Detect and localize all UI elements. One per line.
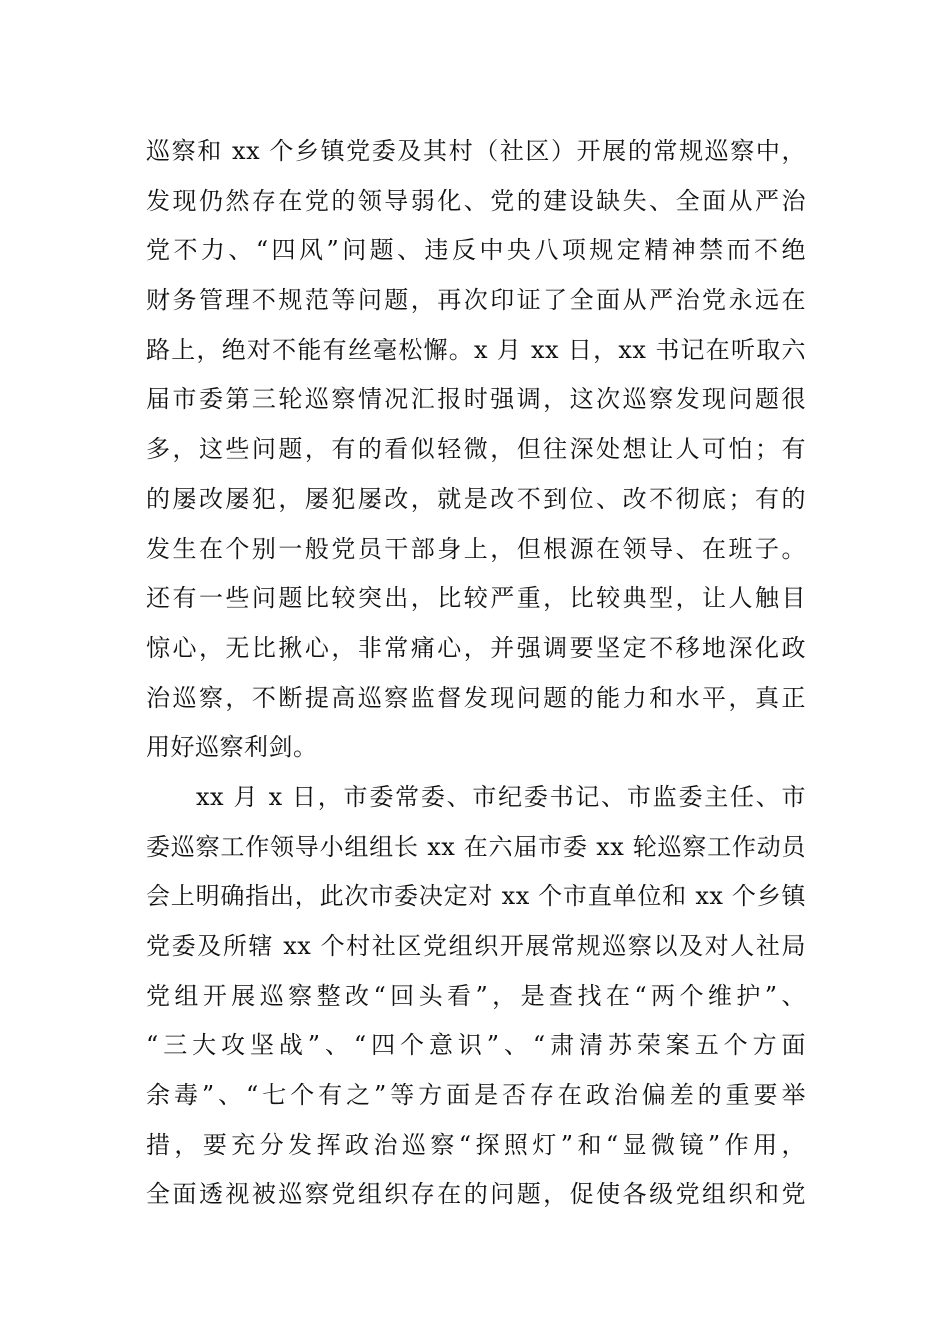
text-line: 余毒”、“七个有之”等方面是否存在政治偏差的重要举 <box>146 1081 806 1110</box>
document-body <box>146 131 806 1224</box>
text-line: 届市委第三轮巡察情况汇报时强调，这次巡察发现问题很 <box>146 385 806 414</box>
text-line: 路上，绝对不能有丝毫松懈。x 月 xx 日，xx 书记在听取六 <box>146 335 806 364</box>
text-line: 巡察和 xx 个乡镇党委及其村（社区）开展的常规巡察中， <box>146 137 806 165</box>
text-line: 惊心，无比揪心，非常痛心，并强调要坚定不移地深化政 <box>146 633 806 662</box>
text-line: 发生在个别一般党员干部身上，但根源在领导、在班子。 <box>146 534 806 563</box>
text-line: 发现仍然存在党的领导弱化、党的建设缺失、全面从严治 <box>146 186 806 215</box>
text-line: 党委及所辖 xx 个村社区党组织开展常规巡察以及对人社局 <box>146 932 806 960</box>
text-line: xx 月 x 日，市委常委、市纪委书记、市监委主任、市 <box>196 782 806 811</box>
text-line: 党不力、“四风”问题、违反中央八项规定精神禁而不绝 <box>146 236 806 265</box>
paragraph-1 <box>146 131 806 777</box>
text-line: 用好巡察利剑。 <box>146 733 318 762</box>
text-line: 治巡察，不断提高巡察监督发现问题的能力和水平，真正 <box>146 683 806 712</box>
text-line: 多，这些问题，有的看似轻微，但往深处想让人可怕；有 <box>146 435 806 464</box>
text-line: “三大攻坚战”、“四个意识”、“肃清苏荣案五个方面 <box>146 1031 806 1060</box>
text-line: 还有一些问题比较突出，比较严重，比较典型，让人触目 <box>146 584 806 613</box>
text-line: 会上明确指出，此次市委决定对 xx 个市直单位和 xx 个乡镇 <box>146 882 806 911</box>
text-line: 全面透视被巡察党组织存在的问题，促使各级党组织和党 <box>146 1180 806 1209</box>
text-line: 财务管理不规范等问题，再次印证了全面从严治党永远在 <box>146 286 806 315</box>
text-line: 的屡改屡犯，屡犯屡改，就是改不到位、改不彻底；有的 <box>146 484 806 513</box>
text-line: 措，要充分发挥政治巡察“探照灯”和“显微镜”作用， <box>146 1130 806 1159</box>
paragraph-2 <box>146 777 806 1224</box>
text-line: 党组开展巡察整改“回头看”，是查找在“两个维护”、 <box>146 981 806 1010</box>
text-line: 委巡察工作领导小组组长 xx 在六届市委 xx 轮巡察工作动员 <box>146 832 806 861</box>
